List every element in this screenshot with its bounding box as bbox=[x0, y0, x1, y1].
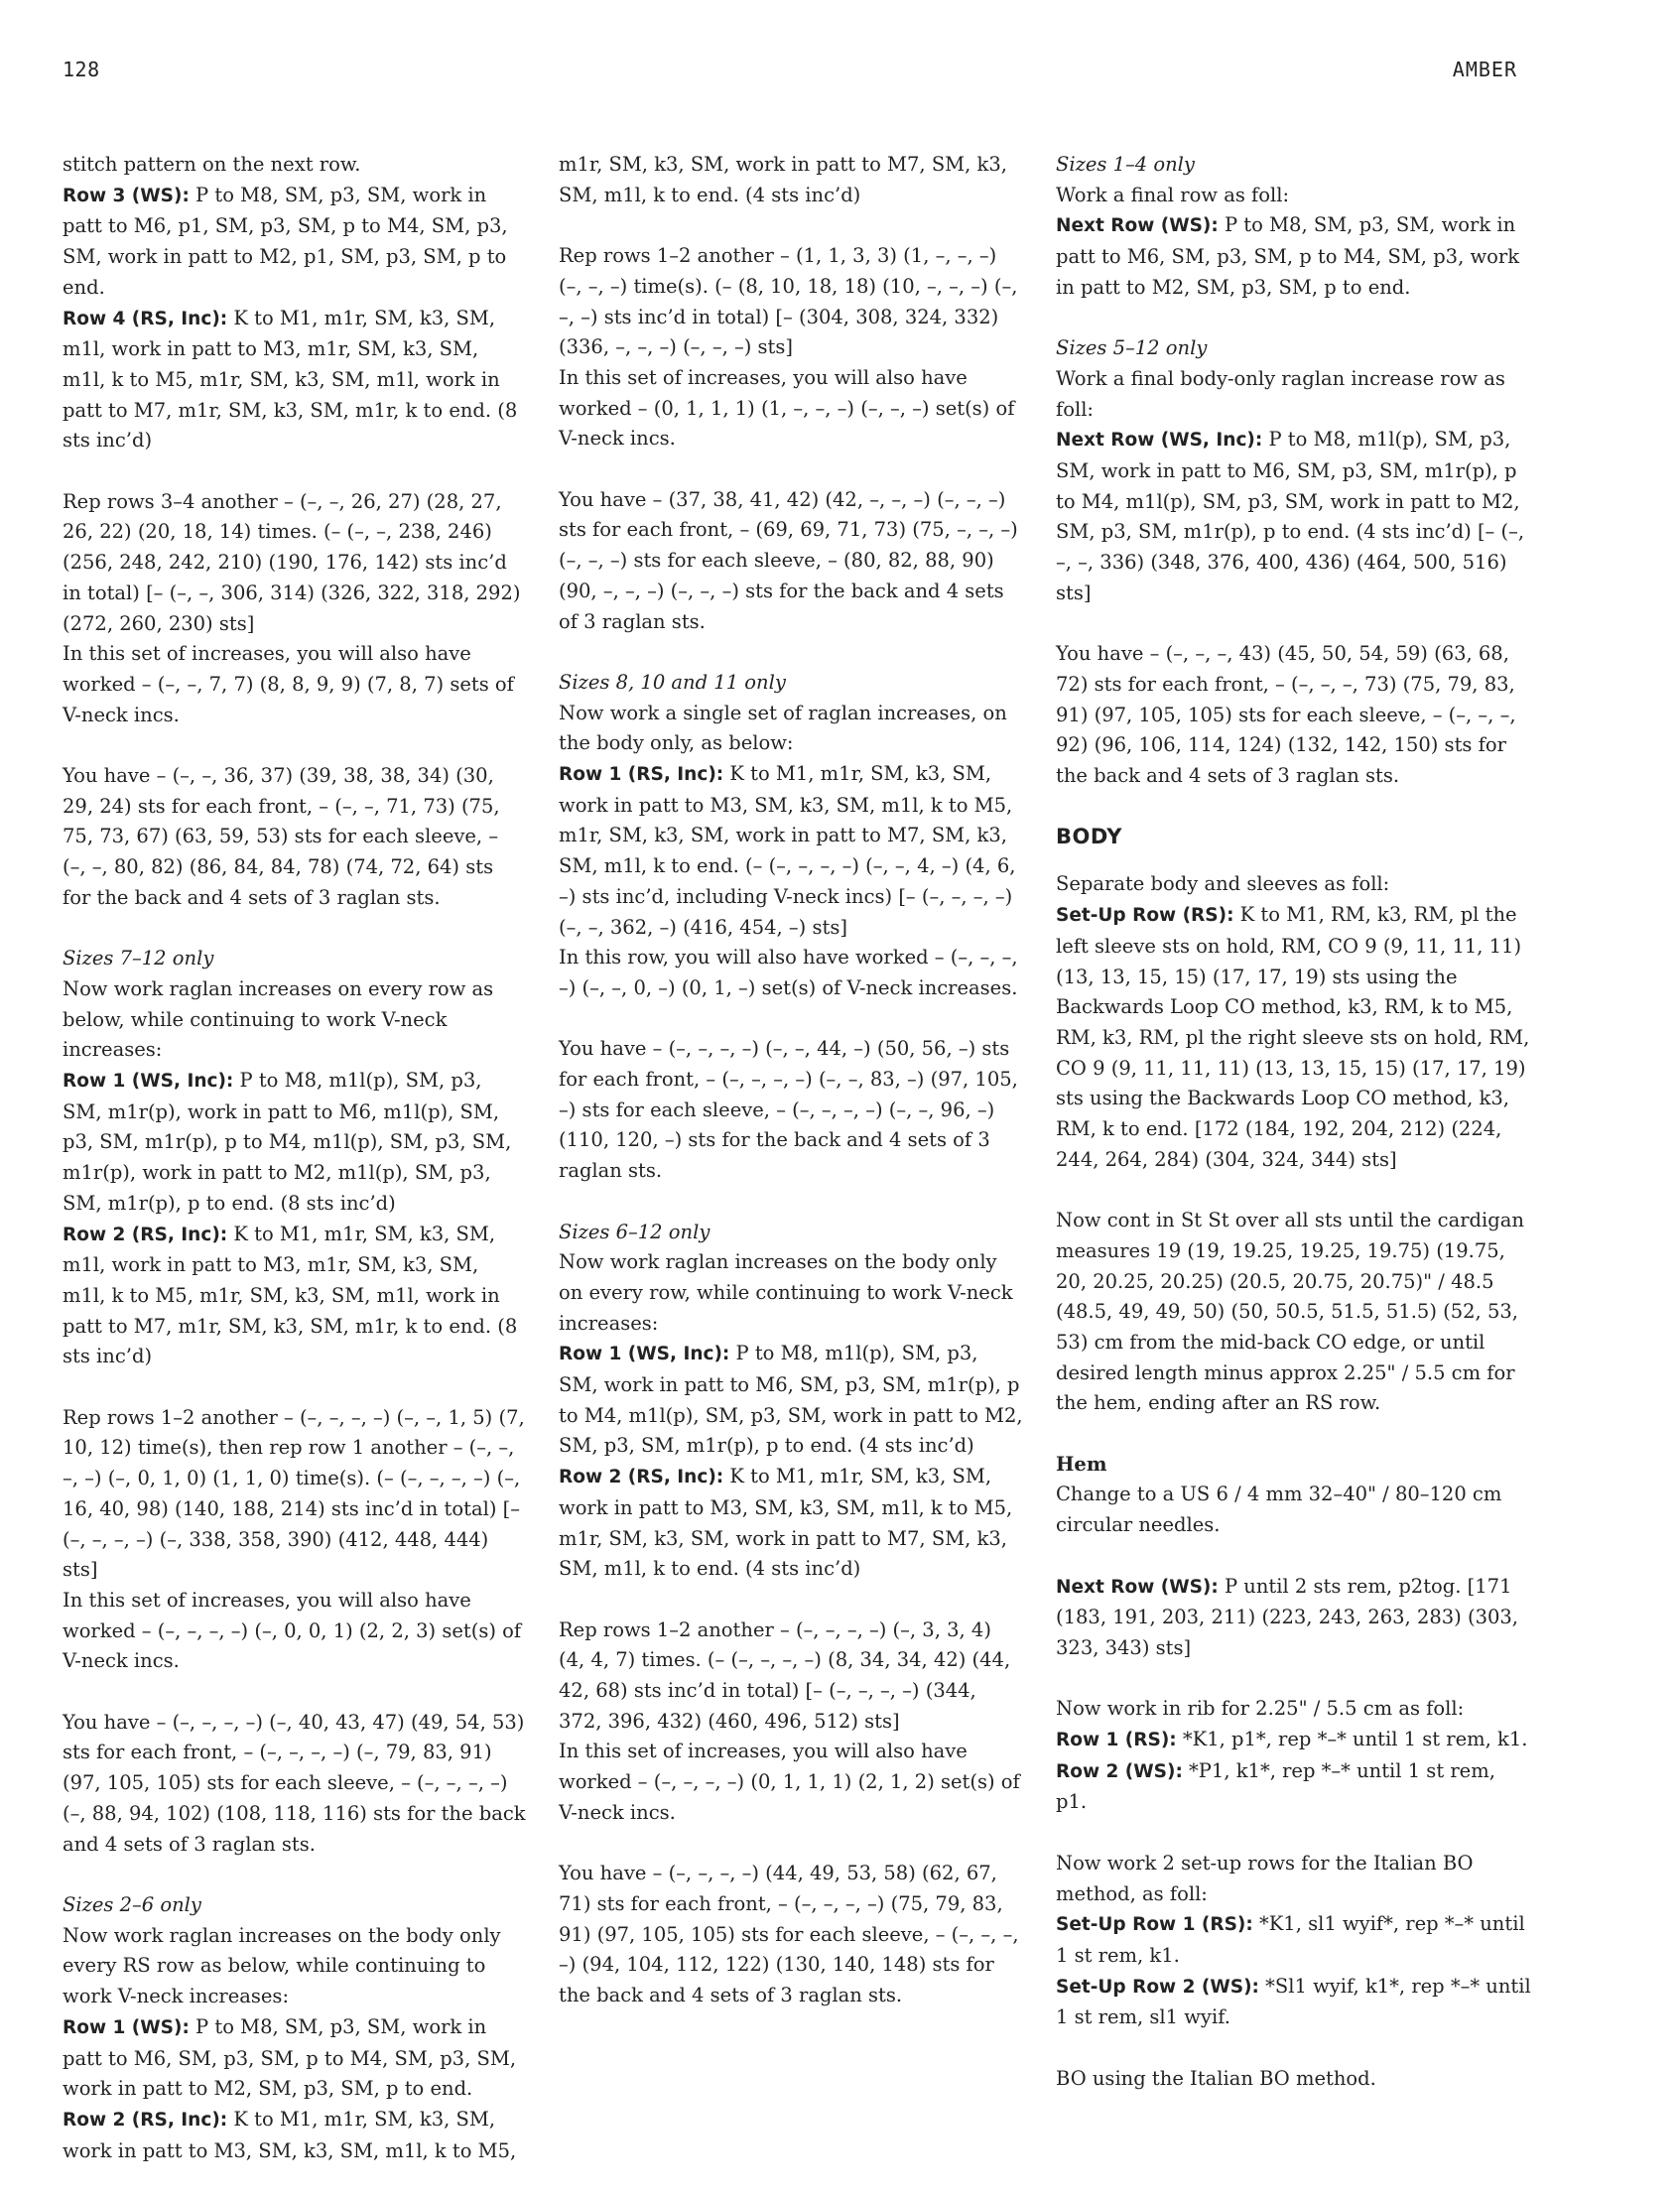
body-text: In this row, you will also have worked – (–, –, –, –) (–, –, 0, –) (0, 1, –) set(s) of V-neck increases. bbox=[559, 946, 1018, 999]
paragraph bbox=[63, 1890, 527, 2166]
body-text: Now work in rib for 2.25" / 5.5 cm as foll: bbox=[1056, 1697, 1465, 1721]
instruction-row bbox=[63, 1220, 527, 1373]
row-text: K to M1, m1r, SM, k3, SM, work in patt to M3, SM, k3, SM, m1l, k to M5, m1r, SM, k3, SM, work in patt to M7, SM, k3, SM, m1l, k to end. (– (–, –, –, –) (–, –, 4, –) (4, 6, –) sts inc’d, including V-neck incs) [– (–, –, –, –) (–, –, 362, –) (416, 454, –) sts] bbox=[559, 762, 1016, 939]
paragraph bbox=[1056, 639, 1532, 792]
body-text: In this set of increases, you will also have worked – (0, 1, 1, 1) (1, –, –, –) (–, –, –) set(s) of V-neck incs. bbox=[559, 365, 1015, 451]
row-label: Row 2 (RS, Inc): bbox=[63, 1224, 228, 1245]
body-text: Now work 2 set-up rows for the Italian BO method, as foll: bbox=[1056, 1851, 1474, 1905]
paragraph bbox=[63, 487, 527, 731]
paragraph bbox=[63, 761, 527, 914]
paragraph bbox=[63, 1403, 527, 1677]
instruction-row bbox=[63, 2105, 527, 2166]
body-text: Now cont in St St over all sts until the cardigan measures 19 (19, 19.25, 19.25, 19.75) (19.75, 20, 20.25, 20.25) (20.5, 20.75, 20.75)" / 48.5 (48.5, 49, 49, 50) (50, 50.5, 51.5, 51.5) (52, 53, 53) cm from the mid-back CO edge, or until desired length minus approx 2.25" / 5.5 cm for the hem, ending after an RS row. bbox=[1056, 1209, 1524, 1415]
page-number: 128 bbox=[63, 58, 100, 81]
size-heading: Sizes 8, 10 and 11 only bbox=[559, 670, 786, 694]
instruction-row bbox=[63, 304, 527, 457]
body-text: BO using the Italian BO method. bbox=[1056, 2066, 1376, 2090]
row-label: Row 2 (RS, Inc): bbox=[63, 2109, 228, 2131]
paragraph bbox=[63, 944, 527, 1372]
body-text: You have – (–, –, –, –) (–, –, 44, –) (50, 56, –) sts for each front, – (–, –, –, –) (–, –, 83, –) (97, 105, –) sts for each sleeve, – (–, –, –, –) (–, –, 96, –) (110, 120, –) sts for the back and 4 sets of 3 raglan sts. bbox=[559, 1037, 1018, 1183]
instruction-row bbox=[63, 181, 527, 304]
instruction-row bbox=[1056, 1972, 1532, 2033]
body-text: You have – (–, –, 36, 37) (39, 38, 38, 34) (30, 29, 24) sts for each front, – (–, –, 71, 73) (75, 75, 73, 67) (63, 59, 53) sts for each sleeve, – (–, –, 80, 82) (86, 84, 84, 78) (74, 72, 64) sts for the back and 4 sets of 3 raglan sts. bbox=[63, 764, 500, 909]
row-text: K to M1, m1r, SM, k3, SM, m1l, work in patt to M3, m1r, SM, k3, SM, m1l, k to M5, m1r, SM, k3, SM, m1l, work in patt to M7, m1r, SM, k3, SM, m1r, k to end. (8 sts inc’d) bbox=[63, 1222, 518, 1368]
paragraph bbox=[559, 1859, 1023, 2011]
body-text: Change to a US 6 / 4 mm 32–40" / 80–120 cm circular needles. bbox=[1056, 1483, 1502, 1537]
paragraph bbox=[559, 241, 1023, 454]
body-text: You have – (–, –, –, 43) (45, 50, 54, 59) (63, 68, 72) sts for each front, – (–, –, –, 73) (75, 79, 83, 91) (97, 105, 105) sts for each sleeve, – (–, –, –, 92) (96, 106, 114, 124) (132, 142, 150) sts for the back and 4 sets of 3 raglan sts. bbox=[1056, 642, 1516, 788]
size-heading: Sizes 6–12 only bbox=[559, 1220, 711, 1243]
paragraph bbox=[1056, 1450, 1532, 1541]
paragraph bbox=[559, 150, 1023, 210]
body-text: Work a final row as foll: bbox=[1056, 183, 1290, 206]
size-heading: Sizes 2–6 only bbox=[63, 1892, 201, 1916]
body-text: In this set of increases, you will also have worked – (–, –, –, –) (–, 0, 0, 1) (2, 2, 3) set(s) of V-neck incs. bbox=[63, 1588, 522, 1673]
row-text: K to M1, RM, k3, RM, pl the left sleeve sts on hold, RM, CO 9 (9, 11, 11, 11) (13, 13, 15, 15) (17, 17, 19) sts using the Backwards Loop CO method, k3, RM, k to M5, RM, k3, RM, pl the right sleeve sts on hold, RM, CO 9 (9, 11, 11, 11) (13, 13, 15, 15) (17, 17, 19) sts using the Backwards Loop CO method, k3, RM, k to end. [172 (184, 192, 204, 212) (224, 244, 264, 284) (304, 324, 344) sts] bbox=[1056, 903, 1530, 1171]
row-text: P to M8, SM, p3, SM, work in patt to M6, p1, SM, p3, SM, p to M4, SM, p3, SM, work in patt to M2, p1, SM, p3, SM, p to end. bbox=[63, 183, 508, 299]
body-text: Now work raglan increases on the body only on every row, while continuing to work V-neck increases: bbox=[559, 1250, 1013, 1335]
paragraph bbox=[559, 1615, 1023, 1829]
size-heading: Sizes 5–12 only bbox=[1056, 336, 1208, 360]
row-label: Set-Up Row 2 (WS): bbox=[1056, 1976, 1259, 1998]
body-text: Rep rows 1–2 another – (1, 1, 3, 3) (1, –, –, –) (–, –, –) time(s). (– (8, 10, 18, 18) (10, –, –, –) (–, –, –) sts inc’d in total) [– (304, 308, 324, 332) (336, –, –, –) (–, –, –) sts] bbox=[559, 244, 1018, 359]
instruction-row bbox=[1056, 1909, 1532, 1971]
row-label: Next Row (WS, Inc): bbox=[1056, 430, 1263, 452]
row-text: K to M1, m1r, SM, k3, SM, work in patt to M3, SM, k3, SM, m1l, k to M5, m1r, SM, k3, SM, work in patt to M7, SM, k3, SM, m1l, k to end. (4 sts inc’d) bbox=[559, 1465, 1013, 1581]
instruction-row bbox=[1056, 1725, 1532, 1756]
row-label: Row 1 (WS, Inc): bbox=[559, 1344, 730, 1365]
paragraph bbox=[1056, 1206, 1532, 1419]
body-text: Separate body and sleeves as foll: bbox=[1056, 872, 1390, 896]
row-label: Next Row (WS): bbox=[1056, 1576, 1219, 1598]
row-label: Row 1 (WS, Inc): bbox=[63, 1071, 234, 1093]
paragraph bbox=[559, 1034, 1023, 1187]
body-text: You have – (–, –, –, –) (44, 49, 53, 58) (62, 67, 71) sts for each front, – (–, –, –, –) (75, 79, 83, 91) (97, 105, 105) sts for each sleeve, – (–, –, –, –) (94, 104, 112, 122) (130, 140, 148) sts for the back and 4 sets of 3 raglan sts. bbox=[559, 1862, 1019, 2007]
instruction-row bbox=[63, 1066, 527, 1220]
body-text: In this set of increases, you will also have worked – (–, –, –, –) (0, 1, 1, 1) (2, 1, 2) set(s) of V-neck incs. bbox=[559, 1740, 1020, 1824]
instruction-row bbox=[1056, 1572, 1532, 1664]
column-1 bbox=[63, 150, 527, 2197]
instruction-row bbox=[1056, 900, 1532, 1175]
instruction-row bbox=[63, 2012, 527, 2105]
paragraph bbox=[1056, 1694, 1532, 1818]
row-text: P until 2 sts rem, p2tog. [171 (183, 191, 203, 211) (223, 243, 263, 283) (303, 323, 343) sts] bbox=[1056, 1574, 1518, 1659]
paragraph bbox=[1056, 333, 1532, 608]
body-text: Work a final body-only raglan increase row as foll: bbox=[1056, 366, 1505, 421]
row-label: Row 1 (RS, Inc): bbox=[559, 764, 724, 786]
row-text: K to M1, m1r, SM, k3, SM, m1l, work in patt to M3, m1r, SM, k3, SM, m1l, k to M5, m1r, SM, k3, SM, m1l, work in patt to M7, m1r, SM, k3, SM, m1r, k to end. (8 sts inc’d) bbox=[63, 306, 518, 452]
body-text: stitch pattern on the next row. bbox=[63, 153, 361, 176]
body-text: You have – (37, 38, 41, 42) (42, –, –, –) (–, –, –) sts for each front, – (69, 69, 71, 73) (75, –, –, –) (–, –, –) sts for each sleeve, – (80, 82, 88, 90) (90, –, –, –) (–, –, –) sts for the back and 4 sets of 3 raglan sts. bbox=[559, 487, 1018, 633]
instruction-row bbox=[559, 1462, 1023, 1585]
instruction-row bbox=[559, 759, 1023, 943]
size-heading: Sizes 1–4 only bbox=[1056, 153, 1195, 176]
row-label: Row 1 (WS): bbox=[63, 2016, 190, 2038]
paragraph bbox=[559, 485, 1023, 638]
row-label: Next Row (WS): bbox=[1056, 215, 1219, 237]
body-text: Rep rows 3–4 another – (–, –, 26, 27) (28, 27, 26, 22) (20, 18, 14) times. (– (–, –, 238, 246) (256, 248, 242, 210) (190, 176, 142) sts inc’d in total) [– (–, –, 306, 314) (326, 322, 318, 292) (272, 260, 230) sts] bbox=[63, 489, 521, 635]
body-text: Rep rows 1–2 another – (–, –, –, –) (–, –, 1, 5) (7, 10, 12) time(s), then rep row 1 another – (–, –, –, –) (–, 0, 1, 0) (1, 1, 0) time(s). (– (–, –, –, –) (–, 16, 40, 98) (140, 188, 214) sts inc’d in total) [– (–, –, –, –) (–, 338, 358, 390) (412, 448, 444) sts] bbox=[63, 1405, 525, 1582]
row-text: *K1, sl1 wyif*, rep *–* until 1 st rem, k1. bbox=[1056, 1912, 1525, 1967]
row-text: P to M8, SM, p3, SM, work in patt to M6, SM, p3, SM, p to M4, SM, p3, work in patt to M2, SM, p3, SM, p to end. bbox=[1056, 213, 1520, 299]
paragraph bbox=[559, 668, 1023, 1004]
subsection-heading: Hem bbox=[1056, 1452, 1107, 1476]
paragraph bbox=[1056, 1572, 1532, 1664]
row-text: *P1, k1*, rep *–* until 1 st rem, p1. bbox=[1056, 1758, 1495, 1814]
row-text: *K1, p1*, rep *–* until 1 st rem, k1. bbox=[1176, 1728, 1528, 1751]
row-text: *Sl1 wyif, k1*, rep *–* until 1 st rem, sl1 wyif. bbox=[1056, 1974, 1531, 2029]
paragraph bbox=[1056, 869, 1532, 1175]
body-text: Now work a single set of raglan increases, on the body only, as below: bbox=[559, 701, 1007, 755]
row-text: P to M8, m1l(p), SM, p3, SM, work in patt to M6, SM, p3, SM, m1r(p), p to M4, m1l(p), SM, p3, SM, work in patt to M2, SM, p3, SM, m1r(p), p to end. (4 sts inc’d) bbox=[559, 1342, 1023, 1458]
row-label: Set-Up Row (RS): bbox=[1056, 905, 1234, 927]
paragraph bbox=[63, 1708, 527, 1861]
row-label: Row 1 (RS): bbox=[1056, 1730, 1177, 1751]
row-text: P to M8, m1l(p), SM, p3, SM, m1r(p), work in patt to M6, m1l(p), SM, p3, SM, m1r(p), p to M4, m1l(p), SM, p3, SM, m1r(p), work in patt to M2, m1l(p), SM, p3, SM, m1r(p), p to end. (8 sts inc’d) bbox=[63, 1069, 512, 1215]
row-label: Row 3 (WS): bbox=[63, 185, 190, 206]
row-text: P to M8, m1l(p), SM, p3, SM, work in patt to M6, SM, p3, SM, m1r(p), p to M4, m1l(p), SM, p3, SM, work in patt to M2, SM, p3, SM, m1r(p), p to end. (4 sts inc’d) [– (–, –, –, 336) (348, 376, 400, 436) (464, 500, 516) sts] bbox=[1056, 428, 1525, 604]
paragraph bbox=[559, 1218, 1023, 1585]
instruction-row bbox=[559, 1339, 1023, 1462]
paragraph bbox=[1056, 1849, 1532, 2033]
body-text: Now work raglan increases on the body only every RS row as below, while continuing to work V-neck increases: bbox=[63, 1923, 501, 2008]
row-label: Row 2 (WS): bbox=[1056, 1760, 1183, 1782]
paragraph bbox=[1056, 2064, 1532, 2095]
section-title: BODY bbox=[1056, 825, 1122, 849]
instruction-row bbox=[1056, 425, 1532, 608]
row-label: Row 4 (RS, Inc): bbox=[63, 308, 228, 329]
paragraph bbox=[1056, 150, 1532, 304]
running-title: AMBER bbox=[1452, 58, 1517, 81]
instruction-row bbox=[1056, 210, 1532, 303]
column-3 bbox=[1056, 150, 1532, 2125]
row-label: Set-Up Row 1 (RS): bbox=[1056, 1914, 1253, 1936]
instruction-row bbox=[1056, 1756, 1532, 1818]
body-text: You have – (–, –, –, –) (–, 40, 43, 47) (49, 54, 53) sts for each front, – (–, –, –, –) (–, 79, 83, 91) (97, 105, 105) sts for each sleeve, – (–, –, –, –) (–, 88, 94, 102) (108, 118, 116) sts for the back and 4 sets of 3 raglan sts. bbox=[63, 1710, 526, 1856]
column-2 bbox=[559, 150, 1023, 2041]
row-label: Row 2 (RS, Inc): bbox=[559, 1467, 724, 1488]
body-text: Now work raglan increases on every row as below, while continuing to work V-neck increases: bbox=[63, 976, 494, 1062]
paragraph bbox=[63, 150, 527, 456]
body-text: In this set of increases, you will also have worked – (–, –, 7, 7) (8, 8, 9, 9) (7, 8, 7) sets of V-neck incs. bbox=[63, 642, 514, 726]
body-text: Rep rows 1–2 another – (–, –, –, –) (–, 3, 3, 4) (4, 4, 7) times. (– (–, –, –, –) (8, 34, 34, 42) (44, 42, 68) sts inc’d in total) [– (–, –, –, –) (344, 372, 396, 432) (460, 496, 512) sts] bbox=[559, 1617, 1011, 1733]
body-text: m1r, SM, k3, SM, work in patt to M7, SM, k3, SM, m1l, k to end. (4 sts inc’d) bbox=[559, 153, 1007, 206]
row-text: K to M1, m1r, SM, k3, SM, work in patt to M3, SM, k3, SM, m1l, k to M5, bbox=[63, 2107, 517, 2162]
size-heading: Sizes 7–12 only bbox=[63, 947, 214, 970]
row-text: P to M8, SM, p3, SM, work in patt to M6, SM, p3, SM, p to M4, SM, p3, SM, work in patt to M2, SM, p3, SM, p to end. bbox=[63, 2014, 517, 2101]
